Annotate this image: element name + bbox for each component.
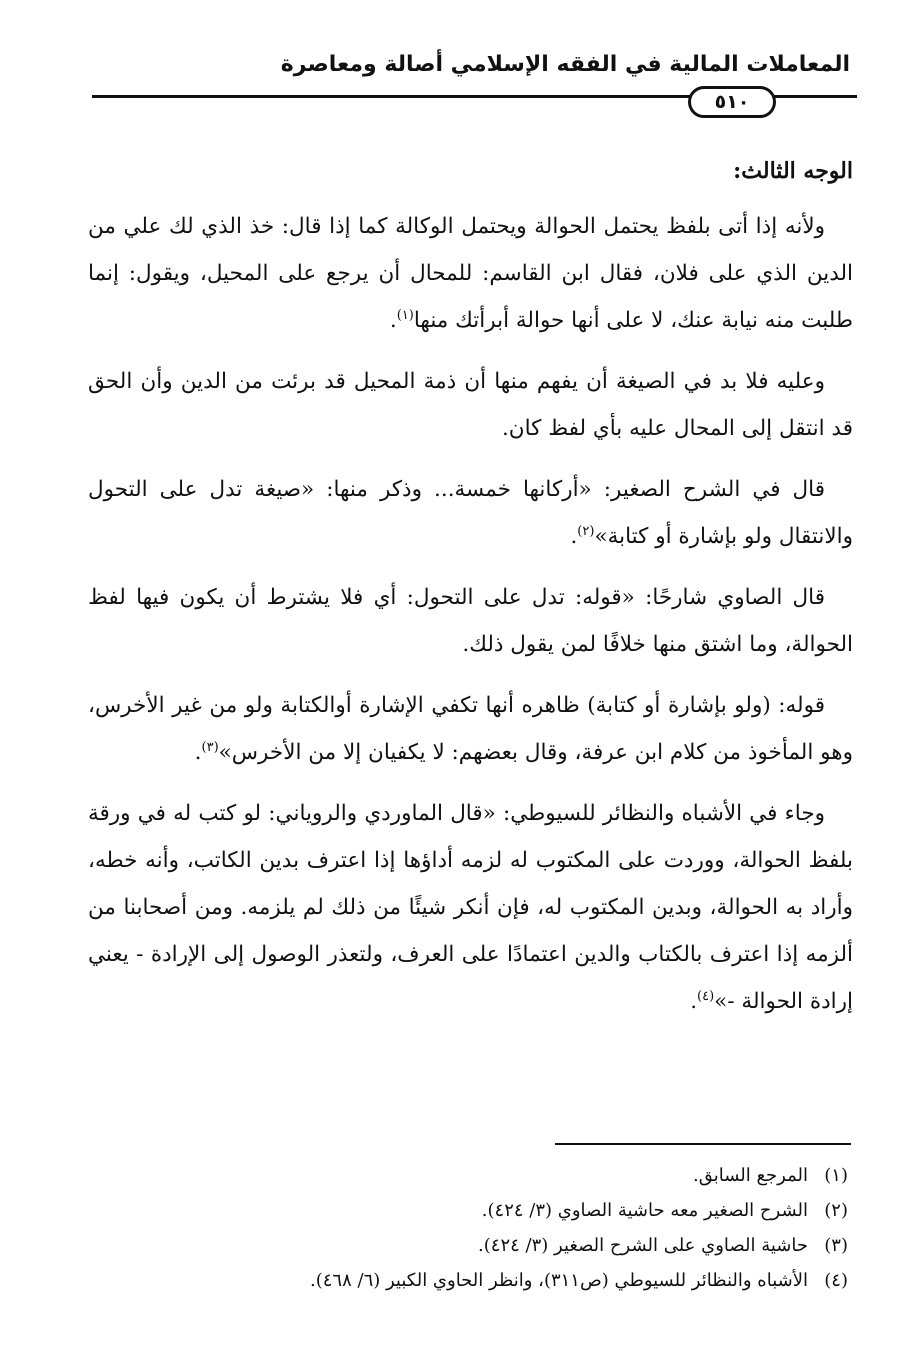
footnotes (88, 1158, 848, 1298)
footnote-number: (٢) (824, 1200, 848, 1221)
paragraph-3: قال في الشرح الصغير: «أركانها خمسة... وذكر منها: «صيغة تدل على التحول والانتقال ولو بإشارة أو كتابة»$^{(٢)}$. (88, 477, 853, 549)
footnote-number: (٣) (824, 1235, 848, 1256)
footnote-4 (88, 1263, 848, 1298)
footnote-number: (١) (824, 1165, 848, 1186)
footnote-text: الشرح الصغير معه حاشية الصاوي (٣/ ٤٢٤). (481, 1200, 808, 1221)
paragraph-1: ولأنه إذا أتى بلفظ يحتمل الحوالة ويحتمل الوكالة كما إذا قال: خذ الذي لك علي من الدين الذي على فلان، فقال ابن القاسم: للمحال أن يرجع على المحيل، ويقول: إنما طلبت منه نيابة عنك، لا على أنها حوالة أبرأتك منها$^{(١)}$. (88, 214, 853, 333)
page-number: ٥١٠ (688, 86, 776, 118)
footnote-ref-1: (١) (396, 307, 414, 323)
paragraph-5-text: قوله: (ولو بإشارة أو كتابة) ظاهره أنها تكفي الإشارة أوالكتابة ولو من غير الأخرس، وهو المأخوذ من كلام ابن عرفة، وقال بعضهم: لا يكفيان إلا من الأخرس» (88, 693, 853, 765)
section-heading: الوجه الثالث: (733, 158, 853, 184)
footnote-text: حاشية الصاوي على الشرح الصغير (٣/ ٤٢٤). (478, 1235, 808, 1256)
paragraph-4: قال الصاوي شارحًا: «قوله: تدل على التحول: أي فلا يشترط أن يكون فيها لفظ الحوالة، وما اشتق منها خلافًا لمن يقول ذلك. (88, 585, 853, 657)
footnote-number: (٤) (824, 1270, 848, 1291)
footnote-text: الأشباه والنظائر للسيوطي (ص٣١١)، وانظر الحاوي الكبير (٦/ ٤٦٨). (310, 1270, 808, 1291)
footnote-1 (88, 1158, 848, 1193)
footnote-ref-3: (٣) (201, 739, 219, 755)
running-title: المعاملات المالية في الفقه الإسلامي أصالة ومعاصرة (280, 52, 850, 77)
paragraph-2: وعليه فلا بد في الصيغة أن يفهم منها أن ذمة المحيل قد برئت من الدين وأن الحق قد انتقل إلى المحال عليه بأي لفظ كان. (88, 369, 853, 441)
paragraph-5: قوله: (ولو بإشارة أو كتابة) ظاهره أنها تكفي الإشارة أوالكتابة ولو من غير الأخرس، وهو المأخوذ من كلام ابن عرفة، وقال بعضهم: لا يكفيان إلا من الأخرس»$^{(٣)}$. (88, 693, 853, 765)
footnote-ref-4: (٤) (697, 988, 715, 1004)
footnote-rule (555, 1143, 851, 1145)
footnote-text: المرجع السابق. (692, 1165, 808, 1186)
paragraph-6: وجاء في الأشباه والنظائر للسيوطي: «قال الماوردي والروياني: لو كتب له في ورقة بلفظ الحوالة، ووردت على المكتوب له لزمه أداؤها إذا اعترف بدين الكاتب، وأنه خطه، وأراد به الحوالة، وبدين المكتوب له، فإن أنكر شيئًا من ذلك لم يلزمه. ومن أصحابنا من ألزمه إذا اعترف بالكتاب والدين اعتمادًا على العرف، ولتعذر الوصول إلى الإرادة - يعني إرادة الحوالة -»$^{(٤)}$. (88, 801, 853, 1014)
paragraph-3-text: قال في الشرح الصغير: «أركانها خمسة... وذكر منها: «صيغة تدل على التحول والانتقال ولو بإشارة أو كتابة» (88, 477, 853, 549)
footnote-2 (88, 1193, 848, 1228)
footnote-3 (88, 1228, 848, 1263)
main-text (88, 148, 853, 1039)
footnote-ref-2: (٢) (577, 523, 595, 539)
paragraph-6-text: وجاء في الأشباه والنظائر للسيوطي: «قال الماوردي والروياني: لو كتب له في ورقة بلفظ الحوالة، ووردت على المكتوب له لزمه أداؤها إذا اعترف بدين الكاتب، وأنه خطه، وأراد به الحوالة، وبدين المكتوب له، فإن أنكر شيئًا من ذلك لم يلزمه. ومن أصحابنا من ألزمه إذا اعترف بالكتاب والدين اعتمادًا على العرف، ولتعذر الوصول إلى الإرادة - يعني إرادة الحوالة -» (88, 801, 853, 1014)
paragraph-1-text: ولأنه إذا أتى بلفظ يحتمل الحوالة ويحتمل الوكالة كما إذا قال: خذ الذي لك علي من الدين الذي على فلان، فقال ابن القاسم: للمحال أن يرجع على المحيل، ويقول: إنما طلبت منه نيابة عنك، لا على أنها حوالة أبرأتك منها (88, 214, 853, 333)
